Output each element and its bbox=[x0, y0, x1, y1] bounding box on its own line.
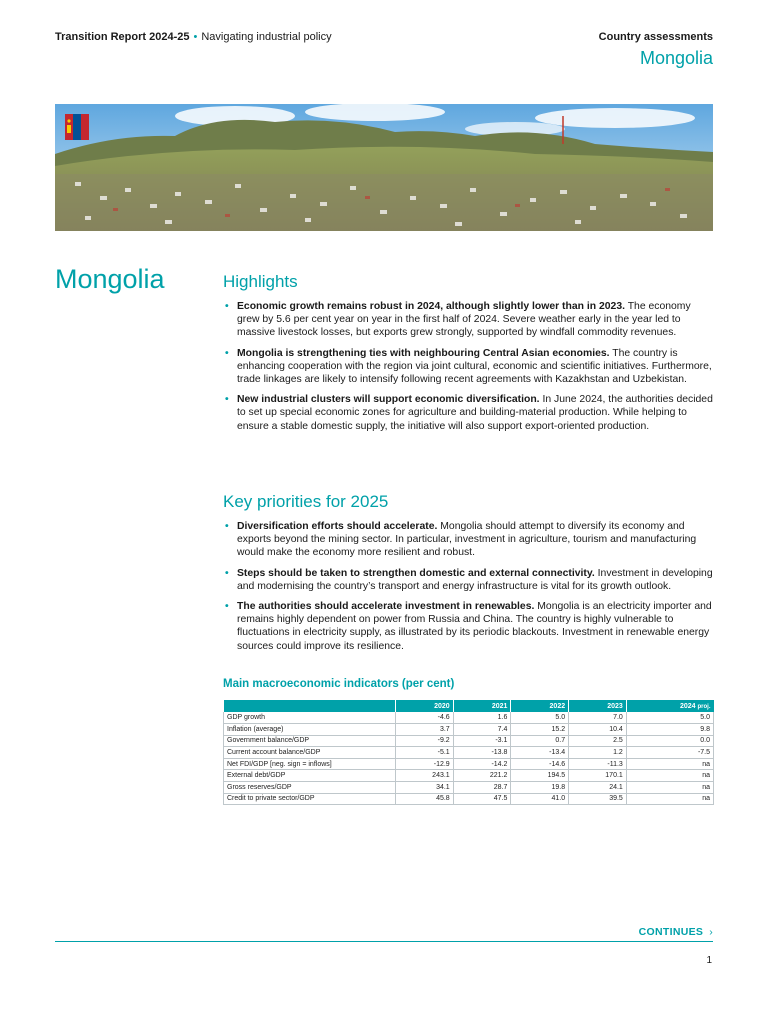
list-item bbox=[223, 520, 715, 560]
continues-label: CONTINUES bbox=[638, 926, 704, 938]
table-cell: -12.9 bbox=[396, 758, 454, 770]
table-cell: 5.0 bbox=[626, 712, 713, 724]
table-cell: 5.0 bbox=[511, 712, 569, 724]
bullet-lead: Economic growth remains robust in 2024, although slightly lower than in 2023. bbox=[237, 301, 625, 312]
table-cell: 15.2 bbox=[511, 724, 569, 736]
table-cell: -7.5 bbox=[626, 747, 713, 759]
table-cell: 0.7 bbox=[511, 735, 569, 747]
table-cell: 7.4 bbox=[453, 724, 511, 736]
row-label: Credit to private sector/GDP bbox=[224, 793, 396, 805]
bullet-lead: Steps should be taken to strengthen domestic and external connectivity. bbox=[237, 567, 595, 579]
column-header: 2020 bbox=[396, 700, 454, 712]
table-cell: -13.4 bbox=[511, 747, 569, 759]
list-item bbox=[223, 567, 715, 593]
bullet-lead: Diversification efforts should accelerate. bbox=[237, 521, 438, 532]
highlights-section bbox=[223, 272, 715, 440]
table-row bbox=[224, 782, 714, 794]
header-separator: • bbox=[193, 31, 198, 43]
table-row bbox=[224, 793, 714, 805]
column-header bbox=[626, 700, 713, 712]
bullet-text: Investment in developing and modernising the country’s transport and energy infrastructure is vital for its growth outlook. bbox=[237, 567, 713, 592]
table-cell: na bbox=[626, 793, 713, 805]
header-country: Mongolia bbox=[639, 48, 713, 68]
table-row bbox=[224, 735, 714, 747]
bullet-text: The economy grew by 5.6 per cent year on year in the first half of 2024. Severe weather early in the year led to massive livestock losses, but exports grew strongly, supported by windfall commodity revenues. bbox=[237, 301, 691, 339]
table-header-row bbox=[224, 700, 714, 712]
table-title: Main macroeconomic indicators (per cent) bbox=[223, 678, 455, 690]
table-cell: -4.6 bbox=[396, 712, 454, 724]
table-cell: 34.1 bbox=[396, 782, 454, 794]
bullet-lead: New industrial clusters will support economic diversification. bbox=[237, 394, 540, 406]
row-label: Government balance/GDP bbox=[224, 735, 396, 747]
table-cell: -3.1 bbox=[453, 735, 511, 747]
table-cell: 1.6 bbox=[453, 712, 511, 724]
table-cell: 45.8 bbox=[396, 793, 454, 805]
table-cell: 39.5 bbox=[569, 793, 627, 805]
table-cell: 243.1 bbox=[396, 770, 454, 782]
bullet-text: Mongolia should attempt to diversify its economy and exports beyond the mining sector. In particular, investment in agriculture, tourism and manufacturing would make the economy more resilient and robust. bbox=[237, 521, 697, 559]
table-cell: 194.5 bbox=[511, 770, 569, 782]
table-cell: 24.1 bbox=[569, 782, 627, 794]
column-header: 2021 bbox=[453, 700, 511, 712]
table-cell: na bbox=[626, 770, 713, 782]
priorities-list bbox=[223, 520, 715, 653]
table-cell: 41.0 bbox=[511, 793, 569, 805]
table-cell: 0.0 bbox=[626, 735, 713, 747]
cloud bbox=[535, 108, 695, 128]
table-cell: 1.2 bbox=[569, 747, 627, 759]
country-title: Mongolia bbox=[55, 264, 165, 294]
row-label: Gross reserves/GDP bbox=[224, 782, 396, 794]
list-item bbox=[223, 300, 715, 340]
highlights-list bbox=[223, 300, 715, 433]
list-item bbox=[223, 393, 715, 433]
page-number: 1 bbox=[706, 955, 712, 966]
table-row bbox=[224, 758, 714, 770]
row-label: Current account balance/GDP bbox=[224, 747, 396, 759]
table-cell: 2.5 bbox=[569, 735, 627, 747]
table-cell: na bbox=[626, 758, 713, 770]
table-cell: 7.0 bbox=[569, 712, 627, 724]
footer-divider bbox=[55, 941, 713, 942]
section-label: Country assessments bbox=[598, 31, 713, 43]
table-cell: 47.5 bbox=[453, 793, 511, 805]
table-cell: 19.8 bbox=[511, 782, 569, 794]
table-row bbox=[224, 724, 714, 736]
bullet-lead: Mongolia is strengthening ties with neighbouring Central Asian economies. bbox=[237, 347, 610, 359]
row-label: GDP growth bbox=[224, 712, 396, 724]
table-cell: 170.1 bbox=[569, 770, 627, 782]
table-row bbox=[224, 747, 714, 759]
table-cell: -14.2 bbox=[453, 758, 511, 770]
table-cell: -13.8 bbox=[453, 747, 511, 759]
projection-label: proj. bbox=[697, 703, 711, 710]
banner-photo bbox=[55, 104, 713, 231]
table-row bbox=[224, 712, 714, 724]
row-label: Net FDI/GDP [neg. sign = inflows] bbox=[224, 758, 396, 770]
table-row bbox=[224, 770, 714, 782]
list-item bbox=[223, 600, 715, 653]
report-title: Transition Report 2024-25 bbox=[55, 31, 190, 43]
table-cell: 9.8 bbox=[626, 724, 713, 736]
table-cell: -11.3 bbox=[569, 758, 627, 770]
list-item bbox=[223, 347, 715, 387]
column-header: 2023 bbox=[569, 700, 627, 712]
table-cell: 221.2 bbox=[453, 770, 511, 782]
row-label: Inflation (average) bbox=[224, 724, 396, 736]
running-header bbox=[55, 31, 332, 44]
table-cell: 28.7 bbox=[453, 782, 511, 794]
bullet-text: Mongolia is an electricity importer and remains highly dependent on power from Russia and China. The country is highly vulnerable to fluctuations in electricity supply, as illustrated by its periodic blackouts. Investment in renewable energy sources could improve its resilience. bbox=[237, 601, 712, 652]
highlights-heading: Highlights bbox=[223, 272, 298, 291]
bullet-text: The country is enhancing cooperation with the region via joint cultural, economic and scientific initiatives. Furthermore, trade linkages are likely to intensify following recent agreements with Kazakhstan and Uzbekistan. bbox=[237, 347, 712, 386]
table-cell: -14.6 bbox=[511, 758, 569, 770]
table-cell: 3.7 bbox=[396, 724, 454, 736]
table-body bbox=[224, 712, 714, 805]
macro-indicators-table bbox=[223, 700, 714, 805]
landscape-illustration bbox=[55, 104, 713, 231]
report-subtitle: Navigating industrial policy bbox=[201, 31, 332, 43]
table-cell: -9.2 bbox=[396, 735, 454, 747]
section-header bbox=[599, 31, 713, 69]
priorities-section bbox=[223, 492, 715, 660]
bullet-lead: The authorities should accelerate investment in renewables. bbox=[237, 601, 535, 613]
bullet-text: In June 2024, the authorities decided to set up special economic zones for agriculture and building-material production. While helping to ensure a stable domestic supply, the initiative will also support export-oriented production. bbox=[237, 394, 713, 432]
table-cell: na bbox=[626, 782, 713, 794]
mongolia-flag-icon bbox=[65, 114, 89, 140]
settlement-area bbox=[55, 174, 713, 231]
column-header: 2022 bbox=[511, 700, 569, 712]
priorities-heading: Key priorities for 2025 bbox=[223, 492, 389, 511]
continues-link[interactable] bbox=[639, 926, 713, 938]
column-header-year: 2024 bbox=[679, 702, 696, 710]
column-header bbox=[224, 700, 396, 712]
chevron-right-icon: › bbox=[709, 926, 713, 938]
table-cell: 10.4 bbox=[569, 724, 627, 736]
table-cell: -5.1 bbox=[396, 747, 454, 759]
row-label: External debt/GDP bbox=[224, 770, 396, 782]
